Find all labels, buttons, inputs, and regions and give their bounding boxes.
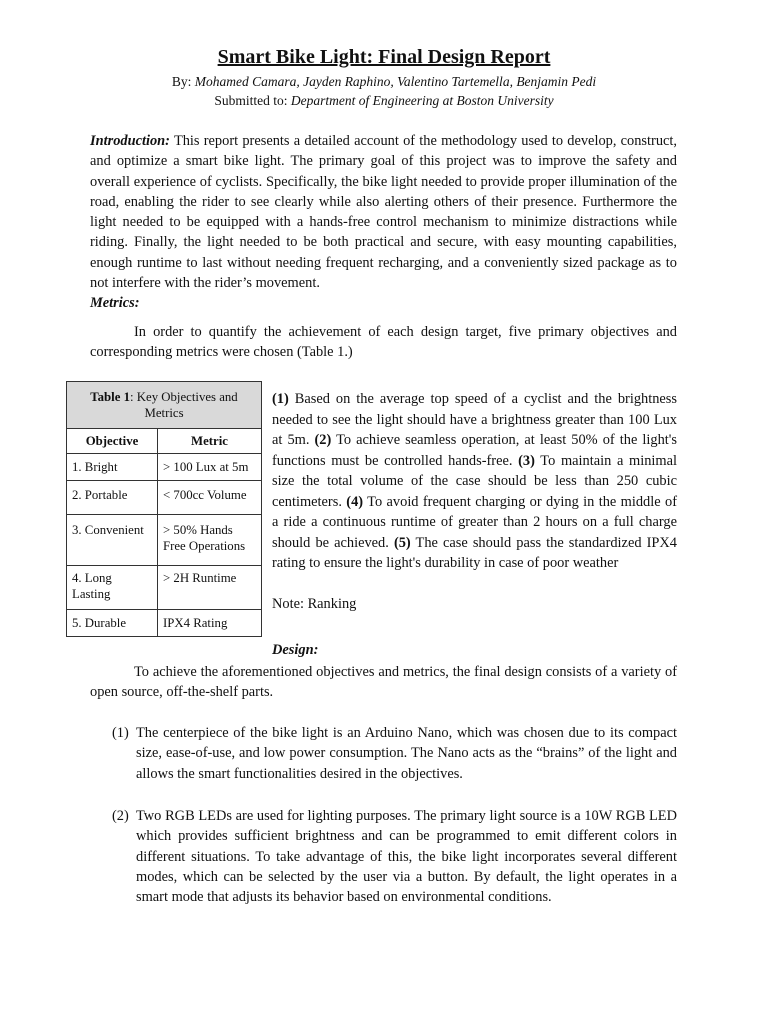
- table-row: [67, 566, 262, 610]
- design-heading: Design:: [272, 642, 319, 658]
- submitted-label: Submitted to:: [214, 93, 291, 108]
- introduction-heading: Introduction:: [90, 133, 170, 149]
- table-cell-objective: 4. Long Lasting: [67, 566, 158, 610]
- table-row: [67, 610, 262, 637]
- table-header-objective: Objective: [67, 429, 158, 454]
- objective-text: Based on the average top speed of a cyclist and the brightness needed to see the light should have a brightness greater than 100 Lux at 5m.: [272, 391, 677, 448]
- table-cell-metric: > 2H Runtime: [158, 566, 262, 610]
- objective-number: (5): [393, 534, 411, 551]
- design-paragraph: To achieve the aforementioned objectives and metrics, the final design consists of a variety of open source, off-the-shelf parts.: [90, 664, 677, 701]
- ranking-note: Note: Ranking: [272, 596, 357, 612]
- table-cell-objective: 1. Bright: [67, 454, 158, 481]
- list-item: [112, 723, 677, 784]
- table-cell-objective: 5. Durable: [67, 610, 158, 637]
- table-header-metric: Metric: [158, 429, 262, 454]
- submitted-line: [0, 93, 768, 109]
- table-cell-objective: 2. Portable: [67, 481, 158, 515]
- objectives-explanation: [272, 389, 677, 574]
- submitted-org: Department of Engineering at Boston University: [290, 93, 554, 108]
- author-line: [0, 74, 768, 90]
- table-cell-metric: > 100 Lux at 5m: [158, 454, 262, 481]
- objective-number: (2): [314, 432, 332, 448]
- author-names: Mohamed Camara, Jayden Raphino, Valentino Tartemella, Benjamin Pedi: [194, 74, 597, 89]
- introduction-text: This report presents a detailed account of the methodology used to develop, construct, and optimize a smart bike light. The primary goal of this project was to improve the safety and overall experience of cyclists. Specifically, the bike light needed to provide proper illumination of the road, enabling the rider to see clearly while also alerting others of their presence. Furthermore the light needed to be equipped with a hands-free control mechanism to minimize distractions while riding. Finally, the light needed to be both practical and secure, with easy mounting capabilities, enough runtime to last without needing frequent recharging, and a conveniently sized package as to not interfere with the rider’s movement.: [90, 133, 677, 292]
- metrics-heading: Metrics:: [90, 295, 140, 311]
- objective-text: To achieve seamless operation, at least 50% of the light's functions must be controlled hands-free.: [272, 432, 677, 469]
- list-item-number: (2): [112, 808, 129, 824]
- author-label: By:: [171, 74, 195, 89]
- table-cell-metric: > 50% Hands Free Operations: [158, 515, 262, 566]
- table-caption-text: : Key Objectives and Metrics: [130, 390, 238, 420]
- introduction-paragraph: [90, 131, 677, 293]
- table-row: [67, 454, 262, 481]
- objective-text: The case should pass the standardized IPX4 rating to ensure the light's durability in case of poor weather: [272, 534, 677, 571]
- table-row: [67, 515, 262, 566]
- report-title: Smart Bike Light: Final Design Report: [217, 46, 551, 68]
- objective-number: (4): [346, 493, 364, 510]
- table-cell-metric: < 700cc Volume: [158, 481, 262, 515]
- table-caption: [67, 382, 262, 429]
- list-item: [112, 806, 677, 907]
- list-item-text: Two RGB LEDs are used for lighting purposes. The primary light source is a 10W RGB LED which provides sufficient brightness and can be programmed to emit different colors in different situations. To take advantage of this, the bike light incorporates several different modes, which can be selected by the user via a button. By default, the light operates in a smart mode that adjusts its behavior based on environmental conditions.: [136, 808, 677, 906]
- metrics-paragraph: In order to quantify the achievement of each design target, five primary objectives and corresponding metrics were chosen (Table 1.): [90, 324, 677, 361]
- table-caption-label: Table 1: [90, 390, 131, 404]
- objective-number: (1): [272, 391, 289, 407]
- objectives-table: [66, 381, 262, 637]
- list-item-text: The centerpiece of the bike light is an Arduino Nano, which was chosen due to its compact size, ease-of-use, and low power consumption. The Nano acts as the “brains” of the light and allows the smart functionalities desired in the objectives.: [136, 725, 677, 782]
- objective-text: To avoid frequent charging or dying in the middle of a ride a continuous runtime of greater than 2 hours on a full charge should be achieved.: [272, 493, 677, 551]
- table-cell-objective: 3. Convenient: [67, 515, 158, 566]
- table-cell-metric: IPX4 Rating: [158, 610, 262, 637]
- list-item-number: (1): [112, 725, 129, 741]
- objective-number: (3): [518, 452, 535, 469]
- table-row: [67, 481, 262, 515]
- objective-text: To maintain a minimal size the total volume of the case should be less than 250 cubic centimeters.: [272, 452, 677, 510]
